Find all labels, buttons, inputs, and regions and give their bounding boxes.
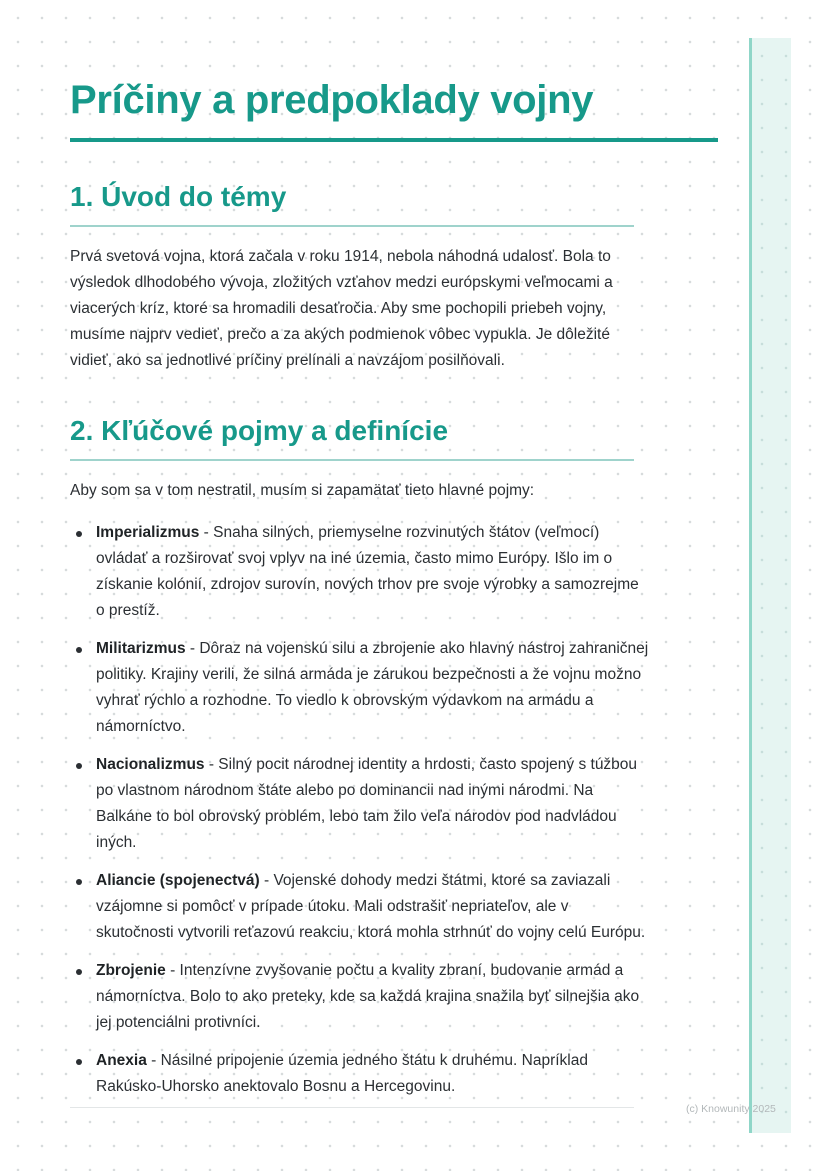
term-definition: - Silný pocit národnej identity a hrdosti, často spojený s túžbou po vlastnom národnom štáte alebo po dominancii nad inými národmi. Na Balkáne to bol obrovský problém, lebo tam žilo veľa národov pod nadvládou iných. [96, 756, 638, 851]
copyright-notice: (c) Knowunity 2025 [686, 1103, 776, 1115]
term-name: Aliancie (spojenectvá) [96, 872, 260, 889]
bullet-icon [76, 763, 82, 769]
terms-lead-paragraph: Aby som sa v tom nestratil, musím si zapamätať tieto hlavné pojmy: [70, 482, 535, 499]
list-item [70, 752, 650, 856]
term-definition: - Vojenské dohody medzi štátmi, ktoré sa zaviazali vzájomne si pomôcť v prípade útoku. Mali odstrašiť nepriateľov, ale v skutočnosti vytvorili reťazovú reakciu, ktorá mohla strhnúť do vojny celú Európu. [96, 872, 646, 941]
bullet-icon [76, 647, 82, 653]
term-definition: - Intenzívne zvyšovanie počtu a kvality zbraní, budovanie armád a námorníctva. Bolo to ako preteky, kde sa každá krajina snažila byť silnejšia ako jej potenciálni protivníci. [96, 962, 640, 1031]
term-name: Nacionalizmus [96, 756, 205, 773]
bullet-icon [76, 531, 82, 537]
term-name: Anexia [96, 1052, 147, 1069]
list-item [70, 636, 650, 740]
section-underline [70, 459, 634, 461]
term-name: Imperializmus [96, 524, 200, 541]
list-item [70, 958, 650, 1036]
intro-paragraph: Prvá svetová vojna, ktorá začala v roku 1914, nebola náhodná udalosť. Bola to výsledok dlhodobého vývoja, zložitých vzťahov medzi európskymi veľmocami a viacerých kríz, ktoré sa hromadili desaťročia. Aby sme pochopili priebeh vojny, musíme najprv vedieť, prečo a za akých podmienok vôbec vypukla. Je dôležité vidieť, ako sa jednotlivé príčiny prelínali a navzájom posilňovali. [70, 248, 613, 369]
list-item [70, 868, 650, 946]
bullet-icon [76, 1059, 82, 1065]
list-item [70, 1048, 650, 1100]
section-heading-intro: 1. Úvod do témy [70, 181, 287, 212]
list-item [70, 520, 650, 624]
term-name: Zbrojenie [96, 962, 166, 979]
page-title: Príčiny a predpoklady vojny [70, 78, 594, 122]
bullet-icon [76, 879, 82, 885]
term-definition: - Násilné pripojenie územia jedného štátu k druhému. Napríklad Rakúsko-Uhorsko anektovalo Bosnu a Hercegovinu. [96, 1052, 588, 1095]
term-definition: - Dôraz na vojenskú silu a zbrojenie ako hlavný nástroj zahraničnej politiky. Krajiny verili, že silná armáda je zárukou bezpečnosti a že vojnu možno vyhrať rýchlo a rozhodne. To viedlo k obrovským výdavkom na armádu a námorníctvo. [96, 640, 649, 735]
side-stripe-border [749, 38, 752, 1133]
footer-divider [70, 1107, 634, 1108]
side-stripe [749, 38, 791, 1133]
section-heading-terms: 2. Kľúčové pojmy a definície [70, 415, 449, 446]
document-content [70, 72, 720, 1112]
bullet-icon [76, 969, 82, 975]
section-underline [70, 225, 634, 227]
term-name: Militarizmus [96, 640, 186, 657]
title-underline [70, 138, 718, 142]
term-definition: - Snaha silných, priemyselne rozvinutých štátov (veľmocí) ovládať a rozširovať svoj vplyv na iné územia, často mimo Európy. Išlo im o získanie kolónií, zdrojov surovín, nových trhov pre svoje výrobky a samozrejme o prestíž. [96, 524, 639, 619]
terms-list [70, 520, 650, 1100]
